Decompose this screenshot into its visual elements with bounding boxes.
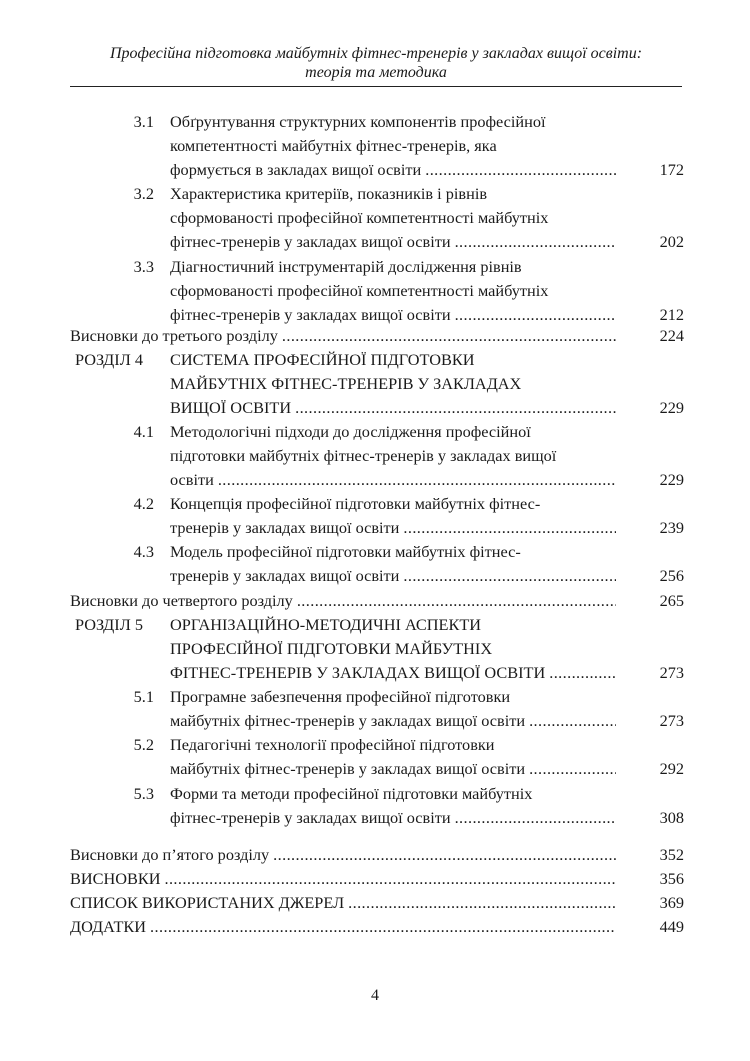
dot-leader	[293, 589, 616, 613]
dot-leader	[399, 516, 616, 540]
toc-entry-text: фітнес-тренерів у закладах вищої освіти	[170, 305, 451, 324]
dot-leader	[525, 757, 616, 781]
toc-entry-page: 273	[659, 663, 684, 682]
toc-entry-page: 202	[659, 232, 684, 251]
toc-entry-line	[170, 158, 616, 182]
toc-entry-page: 308	[659, 808, 684, 827]
toc-entry-line	[170, 230, 616, 254]
toc-entry-text: Програмне забезпечення професійної підготовки	[170, 687, 511, 706]
toc-entry-text: майбутніх фітнес-тренерів у закладах вищої освіти	[170, 759, 526, 778]
toc-entry-page: 172	[659, 160, 684, 179]
toc-entry-text: освіти	[170, 470, 214, 489]
dot-leader	[269, 843, 616, 867]
toc-entry-text: Обґрунтування структурних компонентів професійної	[170, 112, 546, 131]
toc-entry-text: майбутніх фітнес-тренерів у закладах вищої освіти	[170, 711, 526, 730]
toc-entry-text: сформованості професійної компетентності майбутніх	[170, 208, 549, 227]
running-header-line-1: Професійна підготовка майбутніх фітнес-тренерів у закладах вищої освіти:	[109, 45, 643, 62]
toc-entry-line	[170, 182, 616, 206]
toc-entry[interactable]	[70, 915, 616, 939]
toc-entry-text: ПРОФЕСІЙНОЇ ПІДГОТОВКИ МАЙБУТНІХ	[170, 639, 493, 658]
toc-entry-text: Висновки до третього розділу	[70, 326, 278, 345]
toc-entry-line	[170, 110, 616, 134]
toc-entry[interactable]	[70, 324, 616, 348]
toc-entry-page: 265	[659, 591, 684, 610]
toc-entry-page: 273	[659, 711, 684, 730]
toc-entry-number: 4.1	[133, 422, 154, 441]
toc-entry[interactable]	[133, 420, 616, 492]
toc-entry[interactable]	[133, 255, 616, 327]
toc-entry-text: Висновки до четвертого розділу	[70, 591, 293, 610]
toc-entry-text: сформованості професійної компетентності майбутніх	[170, 281, 549, 300]
toc-entry-number: 3.1	[133, 112, 154, 131]
toc-entry-line	[170, 564, 616, 588]
toc-entry-page: 356	[659, 869, 684, 888]
toc-entry-line	[170, 372, 616, 396]
toc-entry-number: 4.3	[133, 542, 154, 561]
toc-entry[interactable]	[75, 613, 616, 685]
toc-entry-text: підготовки майбутніх фітнес-тренерів у закладах вищої	[170, 446, 557, 465]
toc-entry-line	[170, 709, 616, 733]
toc-entry-line	[170, 206, 616, 230]
toc-entry[interactable]	[133, 540, 616, 588]
toc-entry-number: 3.2	[133, 184, 154, 203]
toc-entry-line	[70, 843, 616, 867]
toc-entry-text: фітнес-тренерів у закладах вищої освіти	[170, 232, 451, 251]
toc-entry-line	[170, 134, 616, 158]
toc-entry-number: 5.1	[133, 687, 154, 706]
toc-entry-page: 449	[659, 917, 684, 936]
toc-entry-line	[170, 806, 616, 830]
toc-entry-text: ВИСНОВКИ	[70, 869, 161, 888]
toc-entry-line	[70, 324, 616, 348]
toc-entry[interactable]	[70, 589, 616, 613]
toc-entry[interactable]	[133, 685, 616, 733]
toc-entry[interactable]	[133, 110, 616, 182]
toc-entry-text: Діагностичний інструментарій дослідження рівнів	[170, 257, 522, 276]
toc-entry-text: ДОДАТКИ	[70, 917, 147, 936]
toc-entry-text: компетентності майбутніх фітнес-тренерів, яка	[170, 136, 497, 155]
toc-entry-page: 256	[659, 566, 684, 585]
dot-leader	[545, 661, 616, 685]
toc-entry-line	[170, 540, 616, 564]
toc-entry[interactable]	[133, 492, 616, 540]
toc-entry-line	[170, 661, 616, 685]
toc-entry[interactable]	[133, 182, 616, 254]
toc-entry-number: 5.3	[133, 784, 154, 803]
dot-leader	[214, 468, 616, 492]
toc-entry-text: фітнес-тренерів у закладах вищої освіти	[170, 808, 451, 827]
dot-leader	[399, 564, 616, 588]
toc-entry-line	[170, 468, 616, 492]
toc-entry[interactable]	[75, 348, 616, 420]
dot-leader	[160, 867, 616, 891]
toc-entry-text: Концепція професійної підготовки майбутніх фітнес-	[170, 494, 541, 513]
toc-entry[interactable]	[70, 891, 616, 915]
toc-entry-number: РОЗДІЛ 4	[75, 350, 143, 369]
toc-entry-line	[70, 915, 616, 939]
toc-entry-text: тренерів у закладах вищої освіти	[170, 518, 400, 537]
toc-entry-line	[170, 255, 616, 279]
toc-entry-page: 229	[659, 470, 684, 489]
toc-entry[interactable]	[133, 733, 616, 781]
toc-entry-text: Висновки до п’ятого розділу	[70, 845, 270, 864]
toc-entry-text: Форми та методи професійної підготовки майбутніх	[170, 784, 533, 803]
toc-entry-number: 4.2	[133, 494, 154, 513]
toc-entry-text: Характеристика критеріїв, показників і рівнів	[170, 184, 488, 203]
toc-entry-line	[170, 613, 616, 637]
toc-entry-text: тренерів у закладах вищої освіти	[170, 566, 400, 585]
toc-entry-page: 369	[659, 893, 684, 912]
toc-entry[interactable]	[70, 867, 616, 891]
toc-entry-line	[170, 685, 616, 709]
dot-leader	[291, 396, 616, 420]
dot-leader	[344, 891, 616, 915]
running-header-line-2: теорія та методика	[305, 64, 447, 81]
toc-entry-line	[170, 420, 616, 444]
dot-leader	[451, 230, 616, 254]
toc-entry-text: ФІТНЕС-ТРЕНЕРІВ У ЗАКЛАДАХ ВИЩОЇ ОСВІТИ	[170, 663, 546, 682]
dot-leader	[525, 709, 616, 733]
toc-entry-text: Модель професійної підготовки майбутніх фітнес-	[170, 542, 521, 561]
toc-entry-page: 352	[659, 845, 684, 864]
toc-entry-line	[170, 637, 616, 661]
toc-entry-text: СИСТЕМА ПРОФЕСІЙНОЇ ПІДГОТОВКИ	[170, 350, 475, 369]
toc-entry-line	[170, 279, 616, 303]
dot-leader	[146, 915, 616, 939]
toc-entry-page: 212	[659, 305, 684, 324]
toc-entry-number: 3.3	[133, 257, 154, 276]
dot-leader	[278, 324, 616, 348]
toc-entry-page: 224	[659, 326, 684, 345]
toc-entry-text: Методологічні підходи до дослідження професійної	[170, 422, 531, 441]
toc-entry-line	[70, 589, 616, 613]
toc-entry-text: ВИЩОЇ ОСВІТИ	[170, 398, 292, 417]
toc-entry-text: формується в закладах вищої освіти	[170, 160, 422, 179]
dot-leader	[451, 806, 616, 830]
toc-entry-line	[170, 396, 616, 420]
toc-entry-page: 292	[659, 759, 684, 778]
toc-entry-line	[170, 782, 616, 806]
toc-entry-text: Педагогічні технології професійної підготовки	[170, 735, 495, 754]
page-number: 4	[371, 987, 379, 1004]
dot-leader	[421, 158, 616, 182]
toc-entry-page: 229	[659, 398, 684, 417]
toc-entry-line	[170, 757, 616, 781]
toc-entry-number: 5.2	[133, 735, 154, 754]
toc-entry[interactable]	[70, 843, 616, 867]
toc-entry-line	[170, 733, 616, 757]
toc-entry-page: 239	[659, 518, 684, 537]
toc-entry-text: ОРГАНІЗАЦІЙНО-МЕТОДИЧНІ АСПЕКТИ	[170, 615, 482, 634]
toc-entry-text: МАЙБУТНІХ ФІТНЕС-ТРЕНЕРІВ У ЗАКЛАДАХ	[170, 374, 522, 393]
toc-entry-number: РОЗДІЛ 5	[75, 615, 143, 634]
toc-entry-line	[170, 492, 616, 516]
toc-entry-line	[170, 516, 616, 540]
toc-entry-line	[170, 444, 616, 468]
toc-entry-line	[70, 867, 616, 891]
toc-entry[interactable]	[133, 782, 616, 830]
toc-entry-line	[70, 891, 616, 915]
toc-entry-text: СПИСОК ВИКОРИСТАНИХ ДЖЕРЕЛ	[70, 893, 345, 912]
toc-entry-line	[170, 348, 616, 372]
